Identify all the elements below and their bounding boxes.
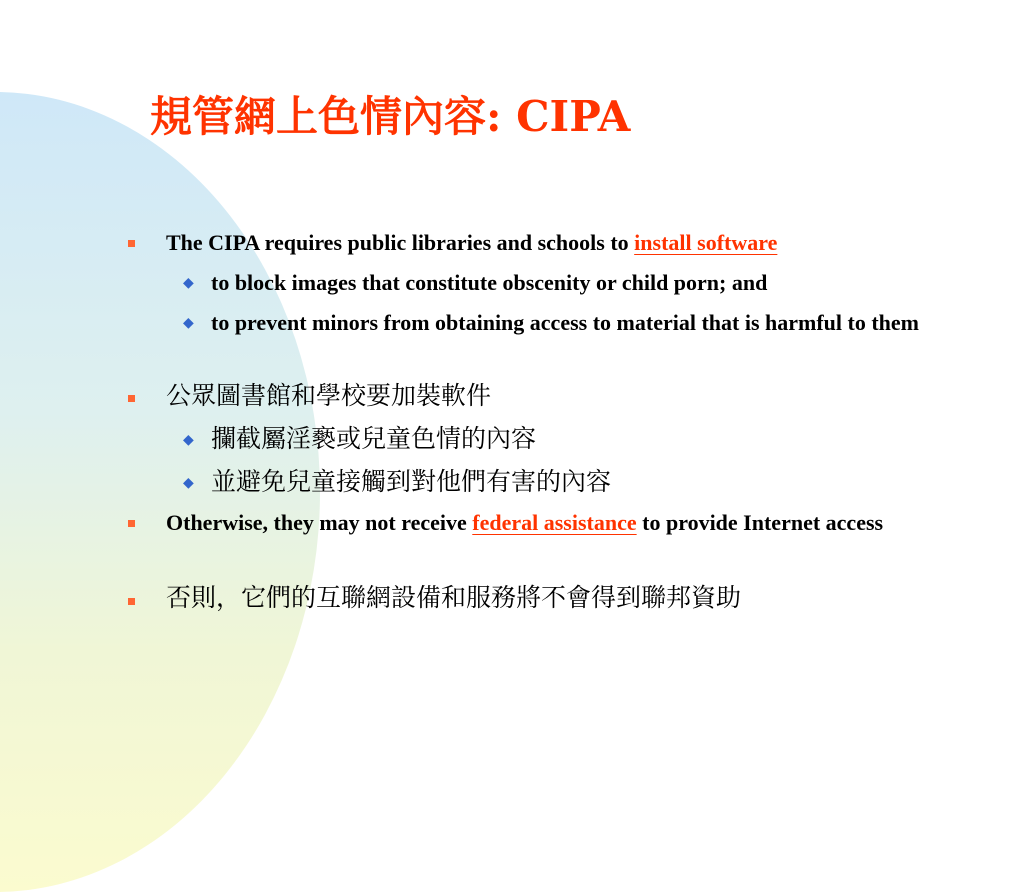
diamond-bullet-icon: ◆ — [183, 476, 194, 491]
diamond-bullet-icon: ◆ — [183, 276, 194, 291]
sub-bullet-text: 並避免兒童接觸到對他們有害的內容 — [211, 467, 612, 496]
square-bullet-icon — [128, 520, 135, 527]
bullet-text: The CIPA requires public libraries and schools to install software — [166, 230, 778, 255]
diamond-bullet-icon: ◆ — [183, 316, 194, 331]
bullet-text: 否則，它們的互聯網設備和服務將不會得到聯邦資助 — [166, 583, 742, 612]
slide-title: 規管網上色情內容: CIPA — [150, 92, 631, 141]
square-bullet-icon — [128, 240, 135, 247]
install-software-link[interactable]: install software — [634, 230, 778, 255]
sub-bullet-text: 攔截屬淫褻或兒童色情的內容 — [211, 424, 537, 453]
bullet-text: Otherwise, they may not receive federal assistance to provide Internet access — [166, 510, 884, 535]
sub-bullet-text: to prevent minors from obtaining access to material that is harmful to them — [211, 310, 919, 335]
federal-assistance-link[interactable]: federal assistance — [472, 510, 637, 535]
square-bullet-icon — [128, 395, 135, 402]
square-bullet-icon — [128, 598, 135, 605]
diamond-bullet-icon: ◆ — [183, 433, 194, 448]
sub-bullet-text: to block images that constitute obscenity or child porn; and — [211, 270, 768, 295]
bullet-text: 公眾圖書館和學校要加裝軟件 — [166, 381, 492, 410]
